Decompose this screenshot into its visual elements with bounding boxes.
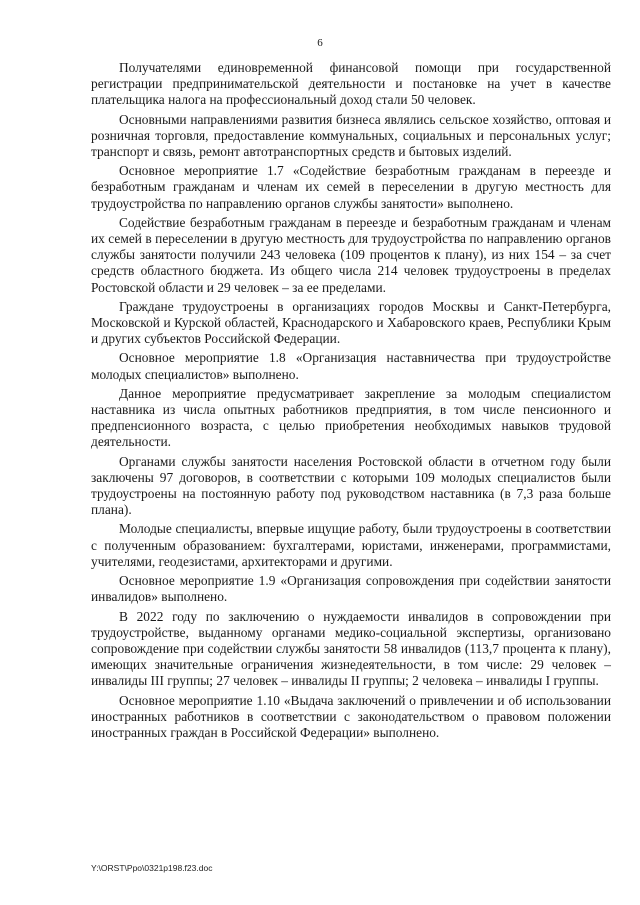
- paragraph-employment-regions: Граждане трудоустроены в организациях городов Москвы и Санкт-Петербурга, Московской и Курской областей, Краснодарского и Хабаровского краев, Республики Крым и других субъектов Российской Федерации.: [91, 298, 611, 347]
- paragraph-disability-support: В 2022 году по заключению о нуждаемости инвалидов в сопровождении при трудоустройстве, выданному органами медико-социальной экспертизы, организовано сопровождение при содействии службы занятости 58 инвалидов (113,7 процента к плану), имеющих значительные ограничения жизнедеятельности, в том числе: 29 человек – инвалиды III группы; 27 человек – инвалиды II группы; 2 человека – инвалиды I группы.: [91, 608, 611, 689]
- paragraph-measure-1-10: Основное мероприятие 1.10 «Выдача заключений о привлечении и об использовании иностранных работников в соответствии с законодательством о правовом положении иностранных граждан в Российской Федерации» выполнено.: [91, 692, 611, 740]
- paragraph-relocation-assistance: Содействие безработным гражданам в переезде и безработным гражданам и членам их семей в переселении в другую местность для трудоустройства по направлению органов службы занятости получили 243 человека (109 процентов к плану), из них 154 – за счет средств областного бюджета. Из общего числа 214 человек трудоустроены в пределах Ростовской области и 29 человек – за ее пределами.: [91, 214, 611, 295]
- paragraph-financial-aid: Получателями единовременной финансовой помощи при государственной регистрации предпринимательской деятельности и постановке на учет в качестве плательщика налога на профессиональный доход стали 50 человек.: [91, 60, 611, 108]
- paragraph-measure-1-8: Основное мероприятие 1.8 «Организация наставничества при трудоустройстве молодых специалистов» выполнено.: [91, 350, 611, 382]
- footer-file-path: Y:\ORST\Ppo\0321p198.f23.doc: [91, 863, 213, 873]
- document-body: [91, 60, 611, 744]
- paragraph-business-directions: Основными направлениями развития бизнеса являлись сельское хозяйство, оптовая и розничная торговля, предоставление коммунальных, социальных и персональных услуг; транспорт и связь, ремонт автотранспортных средств и бытовых изделий.: [91, 111, 611, 160]
- page-number: 6: [317, 37, 323, 49]
- paragraph-mentorship-description: Данное мероприятие предусматривает закрепление за молодым специалистом наставника из числа опытных работников предприятия, в том числе пенсионного и предпенсионного возраста, с целью приобретения необходимых навыков трудовой деятельности.: [91, 385, 611, 450]
- paragraph-measure-1-9: Основное мероприятие 1.9 «Организация сопровождения при содействии занятости инвалидов» выполнено.: [91, 573, 611, 605]
- paragraph-young-specialists: Молодые специалисты, впервые ищущие работу, были трудоустроены в соответствии с полученным образованием: бухгалтерами, юристами, инженерами, программистами, учителями, геодезистами, архитекторами и другими.: [91, 521, 611, 569]
- paragraph-measure-1-7: Основное мероприятие 1.7 «Содействие безработным гражданам в переезде и безработным гражданам и членам их семей в переселении в другую местность для трудоустройства по направлению органов службы занятости» выполнено.: [91, 163, 611, 211]
- paragraph-mentorship-contracts: Органами службы занятости населения Ростовской области в отчетном году были заключены 97 договоров, в соответствии с которыми 109 молодых специалистов были трудоустроены на постоянную работу под руководством наставника (в 7,3 раза больше плана).: [91, 453, 611, 518]
